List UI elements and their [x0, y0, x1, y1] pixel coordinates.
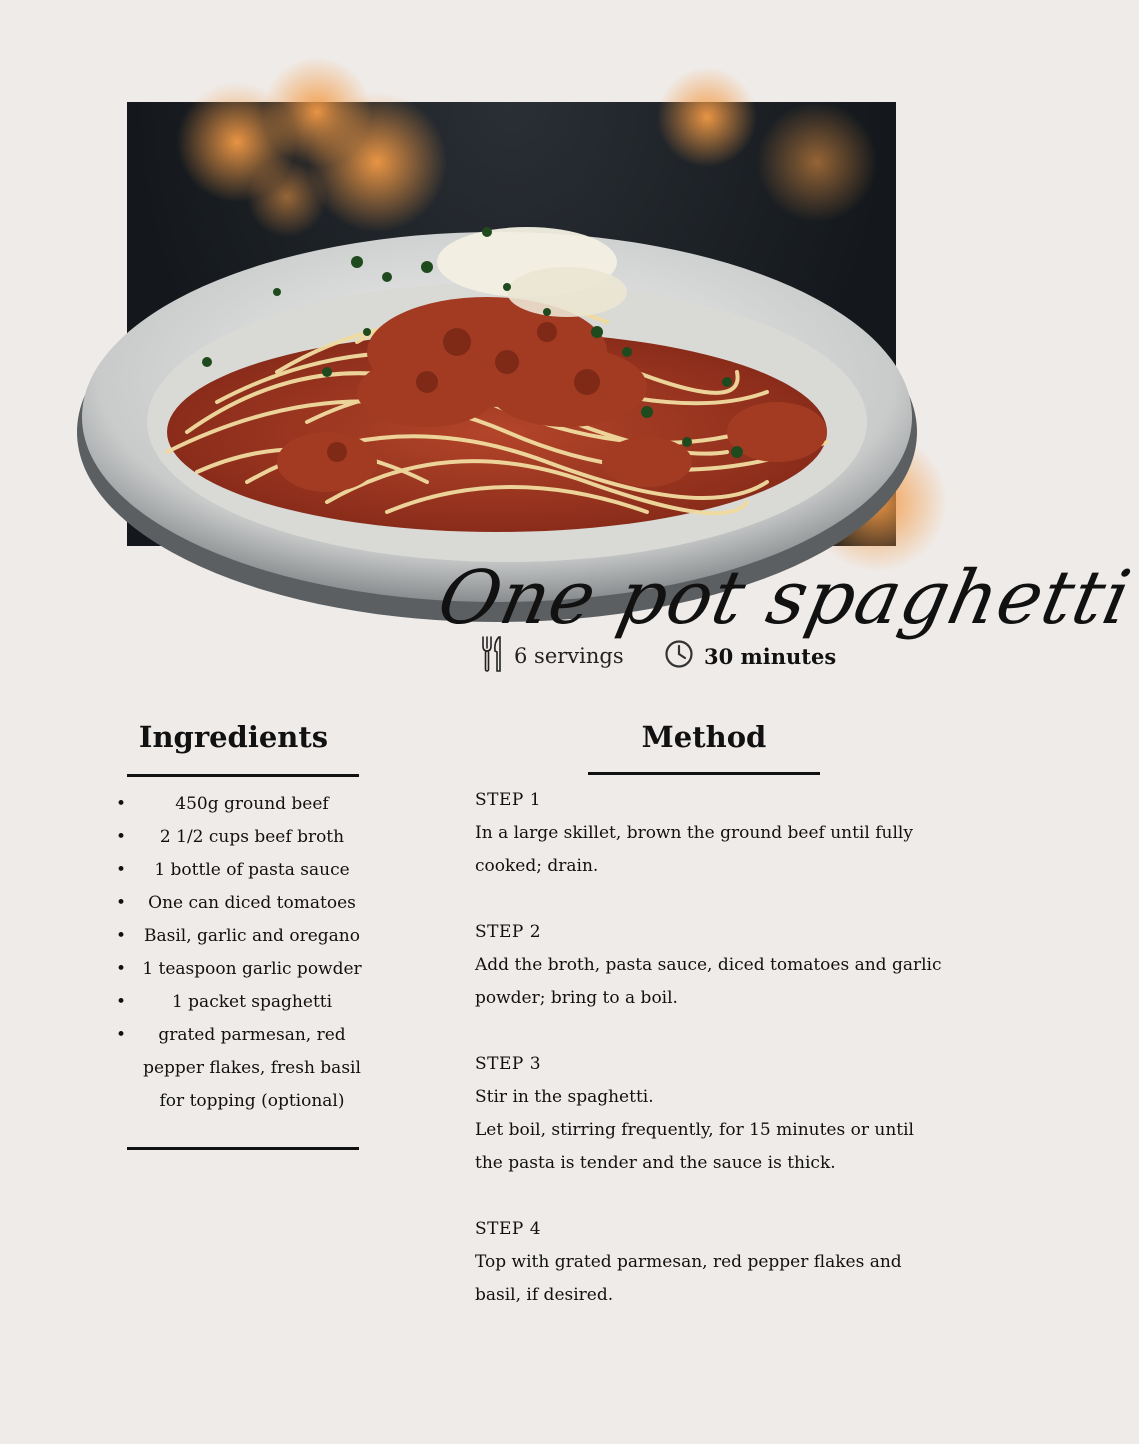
- list-item: • Basil, garlic and oregano: [110, 920, 366, 953]
- list-item: • 1 bottle of pasta sauce: [110, 854, 366, 887]
- ingredients-top-divider: [127, 774, 359, 777]
- step-label: STEP 2: [475, 922, 542, 942]
- ingredients-bottom-divider: [127, 1147, 359, 1150]
- time-info: [664, 636, 836, 676]
- step-1: [475, 784, 945, 883]
- servings-text: 6 servings: [514, 644, 624, 668]
- step-3: [475, 1048, 945, 1180]
- step-text: Top with grated parmesan, red pepper flakes and basil, if desired.: [475, 1252, 902, 1305]
- ingredients-heading: Ingredients: [138, 720, 329, 754]
- list-item: • 2 1/2 cups beef broth: [110, 821, 366, 854]
- step-label: STEP 3: [475, 1054, 542, 1074]
- servings-info: [480, 636, 624, 676]
- method-heading: Method: [641, 720, 767, 754]
- step-4: [475, 1213, 945, 1312]
- step-label: STEP 4: [475, 1219, 542, 1239]
- list-item: • 1 packet spaghetti: [110, 986, 366, 1019]
- step-text: Stir in the spaghetti.: [475, 1087, 654, 1107]
- list-item: • 1 teaspoon garlic powder: [110, 953, 366, 986]
- recipe-title: One pot spaghetti: [430, 555, 1139, 641]
- fork-knife-icon: [480, 634, 504, 678]
- method-divider: [588, 772, 820, 775]
- time-text: 30 minutes: [704, 643, 837, 669]
- ingredients-list: [110, 788, 366, 1118]
- step-text: Let boil, stirring frequently, for 15 minutes or until the pasta is tender and the sauce is thick.: [475, 1120, 914, 1173]
- clock-icon: [664, 639, 694, 673]
- step-text: In a large skillet, brown the ground beef until fully cooked; drain.: [475, 823, 913, 876]
- method-steps: [475, 784, 945, 1345]
- recipe-photo: [127, 102, 896, 546]
- list-item: • 450g ground beef: [110, 788, 366, 821]
- step-2: [475, 916, 945, 1015]
- list-item: • One can diced tomatoes: [110, 887, 366, 920]
- step-label: STEP 1: [475, 790, 542, 810]
- list-item: • grated parmesan, red pepper flakes, fresh basil for topping (optional): [110, 1019, 366, 1118]
- spaghetti-dish-photo: [127, 102, 896, 546]
- step-text: Add the broth, pasta sauce, diced tomatoes and garlic powder; bring to a boil.: [475, 955, 942, 1008]
